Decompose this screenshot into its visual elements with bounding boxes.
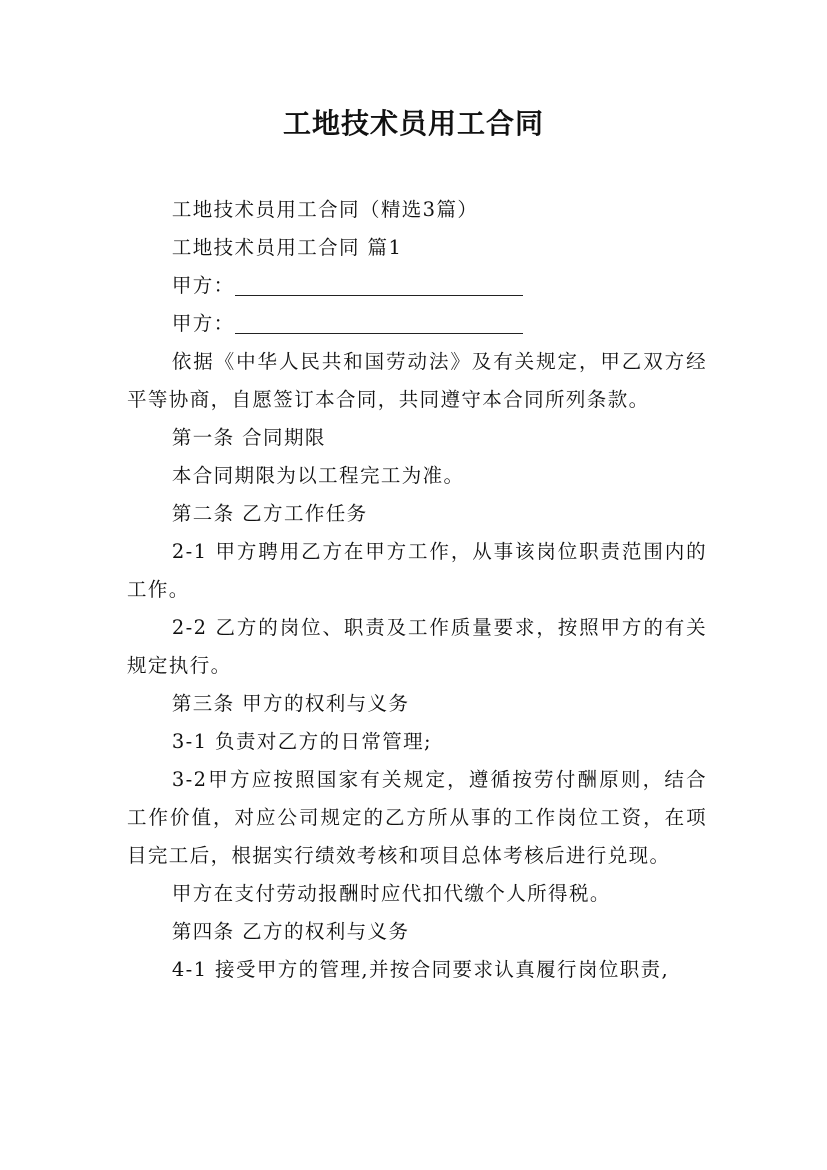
article-3-tax: 甲方在支付劳动报酬时应代扣代缴个人所得税。	[171, 882, 611, 905]
document-title: 工地技术员用工合同	[282, 107, 544, 140]
article-4-1: 4-1 接受甲方的管理,并按合同要求认真履行岗位职责,	[171, 958, 670, 981]
document-body	[127, 191, 707, 989]
party-a-line	[127, 267, 707, 305]
party-a-line-2	[127, 305, 707, 343]
article-2-1: 2-1 甲方聘用乙方在甲方工作，从事该岗位职责范围内的工作。	[127, 540, 707, 601]
paragraph-subtitle: 工地技术员用工合同（精选3篇）	[171, 198, 479, 221]
article-2-heading: 第二条 乙方工作任务	[171, 502, 368, 525]
article-1-heading: 第一条 合同期限	[171, 426, 326, 449]
party-a-label: 甲方：	[171, 274, 235, 297]
article-4-heading: 第四条 乙方的权利与义务	[171, 920, 410, 943]
article-2-2: 2-2 乙方的岗位、职责及工作质量要求，按照甲方的有关规定执行。	[127, 616, 707, 677]
article-1-text: 本合同期限为以工程完工为准。	[171, 464, 465, 487]
article-3-1: 3-1 负责对乙方的日常管理;	[171, 730, 433, 753]
paragraph-section-heading: 工地技术员用工合同 篇1	[171, 236, 403, 259]
paragraph-basis: 依据《中华人民共和国劳动法》及有关规定，甲乙双方经平等协商，自愿签订本合同，共同遵守本合同所列条款。	[127, 350, 707, 411]
party-a-blank-2	[235, 311, 523, 334]
article-3-heading: 第三条 甲方的权利与义务	[171, 692, 410, 715]
party-a-label-2: 甲方：	[171, 312, 235, 335]
party-a-blank	[235, 273, 523, 296]
article-3-2: 3-2甲方应按照国家有关规定，遵循按劳付酬原则，结合工作价值，对应公司规定的乙方所从事的工作岗位工资，在项目完工后，根据实行绩效考核和项目总体考核后进行兑现。	[127, 768, 707, 867]
